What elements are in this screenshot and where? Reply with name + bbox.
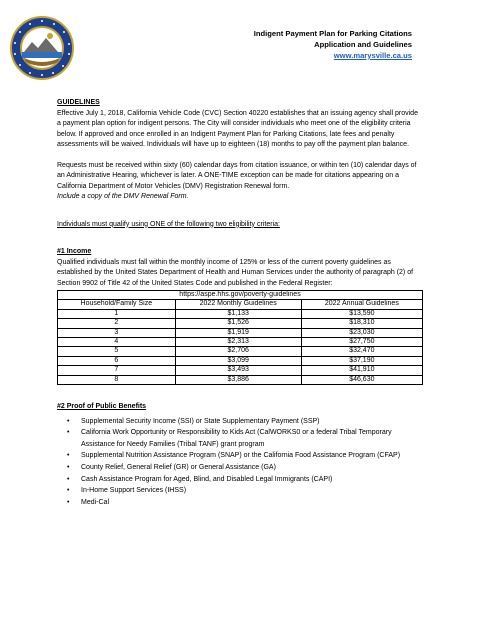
benefits-list [57, 416, 423, 509]
list-item: • Supplemental Security Income (SSI) or State Supplementary Payment (SSP) [81, 416, 423, 428]
bullet-icon: • [67, 475, 70, 483]
annual-guideline-cell: $41,910 [301, 366, 422, 375]
table-row [58, 319, 423, 328]
deadline-paragraph: Requests must be received within sixty (60) calendar days from citation issuance, or within ten (10) calendar days of an Administrative Hearing, whichever is later. A ONE-TIME exception can be made for citations appearing on a California Department of Motor Vehicles (DMV) Registration Renewal form. [57, 161, 417, 190]
table-row [58, 366, 423, 375]
column-header: Household/Family Size [58, 300, 176, 309]
household-size-cell: 5 [58, 347, 176, 356]
household-size-cell: 1 [58, 309, 176, 318]
document-title: Indigent Payment Plan for Parking Citations [253, 29, 412, 38]
monthly-guideline-cell: $1,526 [175, 319, 301, 328]
annual-guideline-cell: $46,630 [301, 375, 422, 384]
document-header [254, 28, 412, 61]
annual-guideline-cell: $13,590 [301, 309, 422, 318]
annual-guideline-cell: $37,190 [301, 356, 422, 365]
bullet-icon: • [67, 463, 70, 471]
table-source-url[interactable]: https://aspe.hhs.gov/poverty-guidelines [58, 291, 423, 300]
list-item: • In-Home Support Services (IHSS) [81, 485, 423, 497]
monthly-guideline-cell: $2,706 [175, 347, 301, 356]
monthly-guideline-cell: $1,919 [175, 328, 301, 337]
annual-guideline-cell: $18,310 [301, 319, 422, 328]
income-heading: #1 Income [57, 248, 92, 255]
list-item: • Medi-Cal [81, 497, 423, 509]
table-row [58, 347, 423, 356]
column-header: 2022 Monthly Guidelines [175, 300, 301, 309]
list-item: • County Relief, General Relief (GR) or General Assistance (GA) [81, 462, 423, 474]
benefits-heading: #2 Proof of Public Benefits [57, 403, 147, 411]
dmv-renewal-note: Include a copy of the DMV Renewal Form. [57, 193, 189, 200]
household-size-cell: 8 [58, 375, 176, 384]
table-row [58, 328, 423, 337]
list-item: • Supplemental Nutrition Assistance Program (SNAP) or the California Food Assistance Program (CFAP) [81, 450, 423, 462]
table-row [58, 356, 423, 365]
monthly-guideline-cell: $3,099 [175, 356, 301, 365]
document-body [57, 98, 423, 508]
poverty-guidelines-table [57, 290, 423, 385]
guidelines-heading: GUIDELINES [57, 99, 100, 106]
bullet-icon: • [67, 417, 70, 425]
list-item: • California Work Opportunity or Responsibility to Kids Act (CalWORKS0 or a federal Tribal Temporary Assistance for Needy Families (Tribal TANF) grant program [67, 429, 392, 448]
list-item: • Cash Assistance Program for Aged, Blind, and Disabled Legal Immigrants (CAPI) [81, 474, 423, 486]
annual-guideline-cell: $32,470 [301, 347, 422, 356]
household-size-cell: 7 [58, 366, 176, 375]
household-size-cell: 4 [58, 338, 176, 347]
guidelines-paragraph: Effective July 1, 2018, California Vehicle Code (CVC) Section 40220 establishes that an issuing agency shall provide a payment plan option for indigent persons. The City will consider individuals who meet one of the eligibility criteria below. If approved and once enrolled in an Indigent Payment Plan for Parking Citations, late fees and penalty assessments will be waived. Individuals will have up to eighteen (18) months to pay off the payment plan balance. [57, 109, 418, 148]
monthly-guideline-cell: $3,493 [175, 366, 301, 375]
column-header: 2022 Annual Guidelines [301, 300, 422, 309]
table-row [58, 338, 423, 347]
annual-guideline-cell: $23,030 [301, 328, 422, 337]
bullet-icon: • [67, 487, 70, 495]
monthly-guideline-cell: $1,133 [175, 309, 301, 318]
table-row [58, 309, 423, 318]
income-paragraph: Qualified individuals must fall within the monthly income of 125% or less of the current poverty guidelines as established by the United States Department of Health and Human Services under the authority of paragraph (2) of Section 9902 of Title 42 of the United States Code and published in the Federal Register: [57, 258, 414, 287]
criteria-intro: Individuals must qualify using ONE of the following two eligibility criteria: [57, 220, 280, 228]
website-link[interactable]: www.marysville.ca.us [333, 51, 412, 60]
annual-guideline-cell: $27,750 [301, 338, 422, 347]
household-size-cell: 3 [58, 328, 176, 337]
household-size-cell: 2 [58, 319, 176, 328]
city-seal-icon [10, 16, 74, 80]
monthly-guideline-cell: $3,886 [175, 375, 301, 384]
table-row [58, 375, 423, 384]
bullet-icon: • [67, 429, 70, 437]
document-subtitle: Application and Guidelines [314, 40, 412, 49]
monthly-guideline-cell: $2,313 [175, 338, 301, 347]
table-header-row [58, 300, 423, 309]
household-size-cell: 6 [58, 356, 176, 365]
bullet-icon: • [67, 498, 70, 506]
bullet-icon: • [67, 452, 70, 460]
